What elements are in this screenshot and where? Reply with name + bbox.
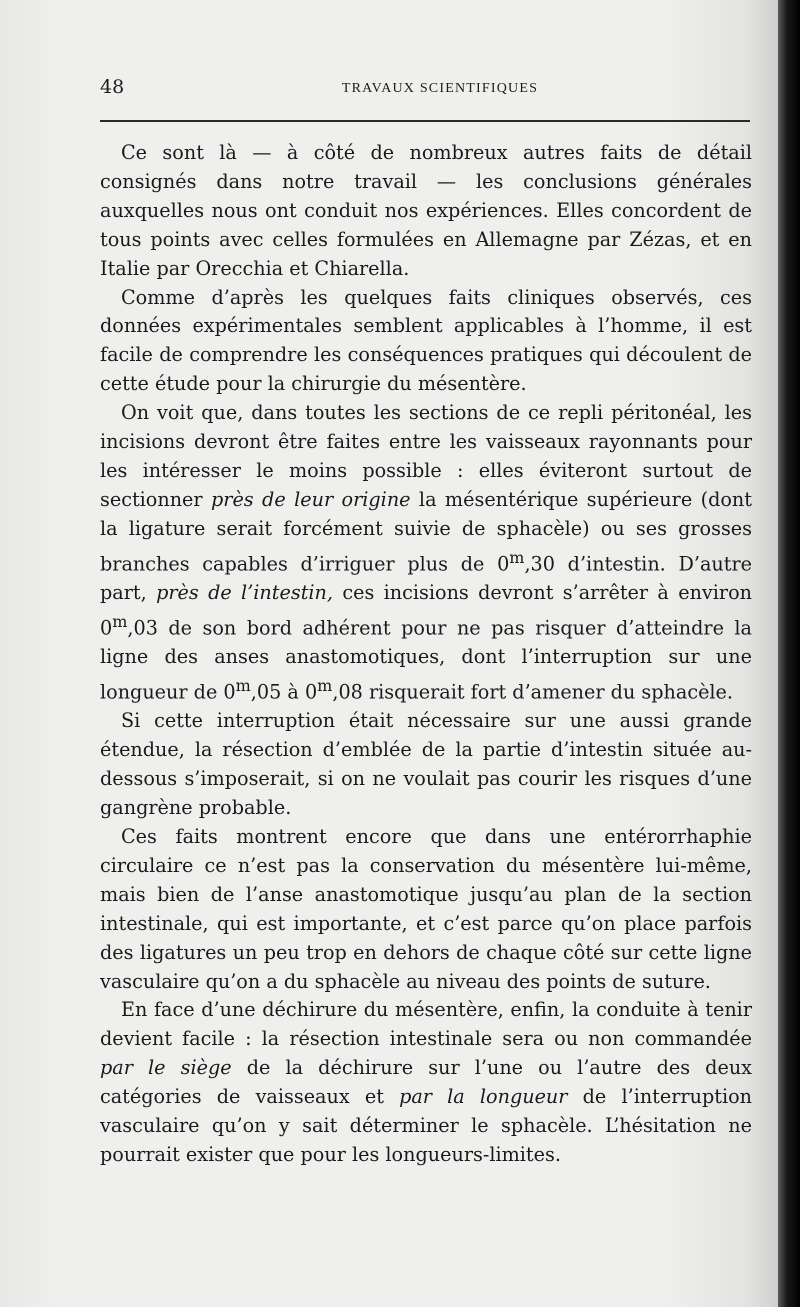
superscript-unit: m — [509, 547, 525, 567]
paragraph: On voit que, dans toutes les sections de ce repli péritonéal, les incisions devront être faites entre les vaisseaux rayonnants pour les intéresser le moins possible : elles éviteront surtout de sectionner près de leur origine la mésentérique supérieure (dont la ligature serait forcément suivie de sphacèle) ou ses grosses branches capables d’irriguer plus de 0$^m$,30 d’intestin. D’autre part, près de l’intestin, ces incisions devront s’arrêter à environ 0$^m$,03 de son bord adhérent pour ne pas risquer d’atteindre la ligne des anses anastomotiques, dont l’interruption sur une longueur de 0$^m$,05 à 0$^m$,08 risquerait fort d’amener du sphacèle. — [100, 401, 752, 704]
running-head: TRAVAUX SCIENTIFIQUES — [341, 81, 539, 96]
page-number: 48 — [100, 76, 125, 98]
paragraph: Comme d’après les quelques faits cliniques observés, ces données expérimentales semblent applicables à l’homme, il est facile de comprendre les conséquences pratiques qui découlent de cette étude pour la chirurgie du mésentère. — [100, 285, 752, 396]
body-text — [100, 139, 752, 1170]
italic-phrase: près de l’intestin, — [156, 580, 334, 604]
header-rule — [100, 120, 750, 122]
italic-phrase: par la longueur — [399, 1085, 568, 1109]
paragraph: Si cette interruption était nécessaire sur une aussi grande étendue, la résection d’emblée de la partie d’intestin située au-dessous s’imposerait, si on ne voulait pas courir les risques d’une gangrène probable. — [100, 709, 752, 820]
superscript-unit: m — [317, 676, 333, 696]
superscript-unit: m — [235, 676, 251, 696]
italic-phrase: près de leur origine — [211, 487, 411, 511]
superscript-unit: m — [112, 611, 128, 631]
italic-phrase: par le siège — [100, 1056, 232, 1080]
paragraph: Ce sont là — à côté de nombreux autres faits de détail consignés dans notre travail — les conclusions générales auxquelles nous ont conduit nos expériences. Elles concordent de tous points avec celles formulées en Allemagne par Zézas, et en Italie par Orecchia et Chiarella. — [100, 141, 752, 280]
book-spine-shadow — [778, 0, 800, 1307]
paragraph: Ces faits montrent encore que dans une entérorrhaphie circulaire ce n’est pas la conservation du mésentère lui-même, mais bien de l’anse anastomotique jusqu’au plan de la section intestinale, qui est importante, et c’est parce qu’on place parfois des ligatures un peu trop en dehors de chaque côté sur cette ligne vasculaire qu’on a du sphacèle au niveau des points de suture. — [100, 825, 752, 993]
paragraph: En face d’une déchirure du mésentère, enfin, la conduite à tenir devient facile : la résection intestinale sera ou non commandée par le siège de la déchirure sur l’une ou l’autre des deux catégories de vaisseaux et par la longueur de l’interruption vasculaire qu’on y sait déterminer le sphacèle. L’hésitation ne pourrait exister que pour les longueurs-limites. — [100, 998, 752, 1166]
page-header — [100, 76, 752, 106]
